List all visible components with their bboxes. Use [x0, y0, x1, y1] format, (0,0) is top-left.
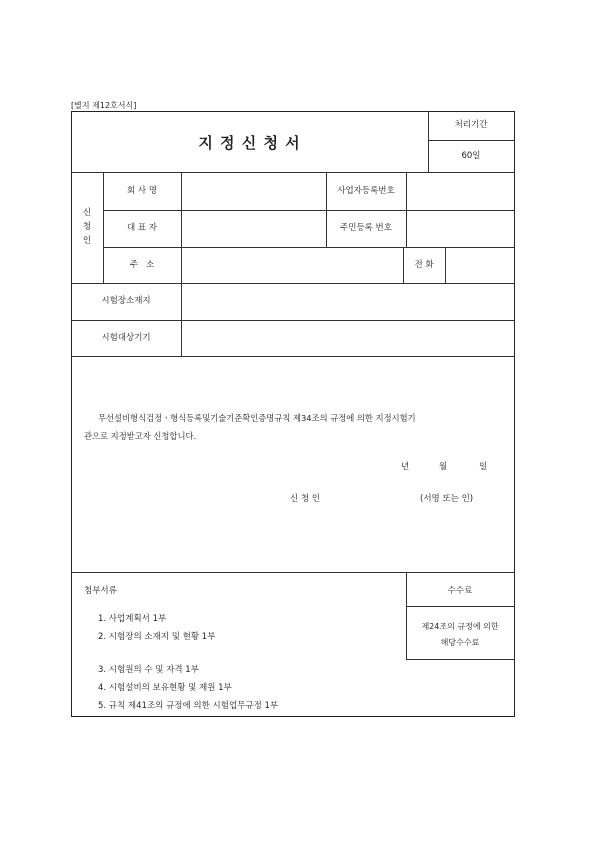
representative-field[interactable]: [184, 214, 324, 242]
form-number-label: [별지 제12호서식]: [71, 101, 137, 110]
resident-reg-number-field[interactable]: [409, 214, 511, 242]
date-month-label: 월: [439, 462, 448, 472]
phone-label: 전 화: [414, 260, 434, 270]
date-year-label: 년: [401, 462, 410, 472]
resident-reg-number-label: 주민등록 번호: [340, 223, 392, 233]
divider: [406, 659, 514, 660]
divider: [406, 606, 514, 607]
processing-period-label: 처리기간: [454, 120, 488, 130]
divider: [406, 172, 407, 247]
divider: [181, 172, 182, 356]
attachment-item: 4. 시험설비의 보유현황 및 제원 1부: [98, 683, 232, 693]
attachment-item: 5. 규칙 제41조의 규정에 의한 시험업무규정 1부: [98, 701, 279, 711]
address-field[interactable]: [184, 251, 400, 279]
applicant-side-char: 신: [82, 208, 92, 218]
divider: [71, 172, 514, 173]
application-statement-line-1: 무선설비형식검정ㆍ형식등록및기술기준확인증명규칙 제34조의 규정에 의한 지정시험기: [98, 413, 416, 423]
signer-label: 신 청 인: [290, 494, 321, 504]
phone-field[interactable]: [448, 251, 511, 279]
applicant-side-char: 청: [82, 222, 92, 232]
applicant-side-char: 인: [82, 236, 92, 246]
divider: [445, 247, 446, 283]
divider: [71, 283, 514, 284]
divider: [326, 172, 327, 247]
fee-description-line-2: 해당수수료: [440, 638, 480, 647]
address-label: 주 소: [129, 260, 155, 270]
attachment-item: 3. 시험원의 수 및 자격 1부: [98, 665, 199, 675]
divider: [428, 140, 514, 141]
divider: [71, 320, 514, 321]
test-equipment-field[interactable]: [184, 324, 510, 352]
divider: [71, 356, 514, 357]
divider: [71, 572, 514, 573]
attachments-title: 첨부서류: [84, 586, 117, 596]
signature-note: (서명 또는 인): [420, 494, 474, 504]
business-reg-number-field[interactable]: [409, 178, 511, 206]
attachment-item: 2. 시험장의 소재지 및 현황 1부: [98, 632, 216, 642]
fee-description-line-1: 제24조의 규정에 의한: [421, 622, 499, 631]
company-name-label: 회 사 명: [126, 186, 158, 196]
attachment-item: 1. 사업계획서 1부: [98, 614, 167, 624]
test-site-field[interactable]: [184, 288, 510, 316]
form-title: 지 정 신 청 서: [198, 134, 301, 152]
test-site-label: 시험장소재지: [101, 296, 151, 306]
applicant-side-label: [81, 206, 95, 248]
company-name-field[interactable]: [184, 178, 324, 206]
test-equipment-label: 시험대상기기: [101, 333, 151, 343]
representative-label: 대 표 자: [126, 223, 158, 233]
application-statement-line-2: 관으로 지정받고자 신청합니다.: [84, 431, 197, 441]
processing-period-value: 60일: [461, 151, 481, 161]
fee-label: 수수료: [447, 586, 473, 596]
business-reg-number-label: 사업자등록번호: [337, 186, 395, 196]
divider: [103, 210, 514, 211]
divider: [103, 247, 514, 248]
date-day-label: 일: [479, 462, 488, 472]
